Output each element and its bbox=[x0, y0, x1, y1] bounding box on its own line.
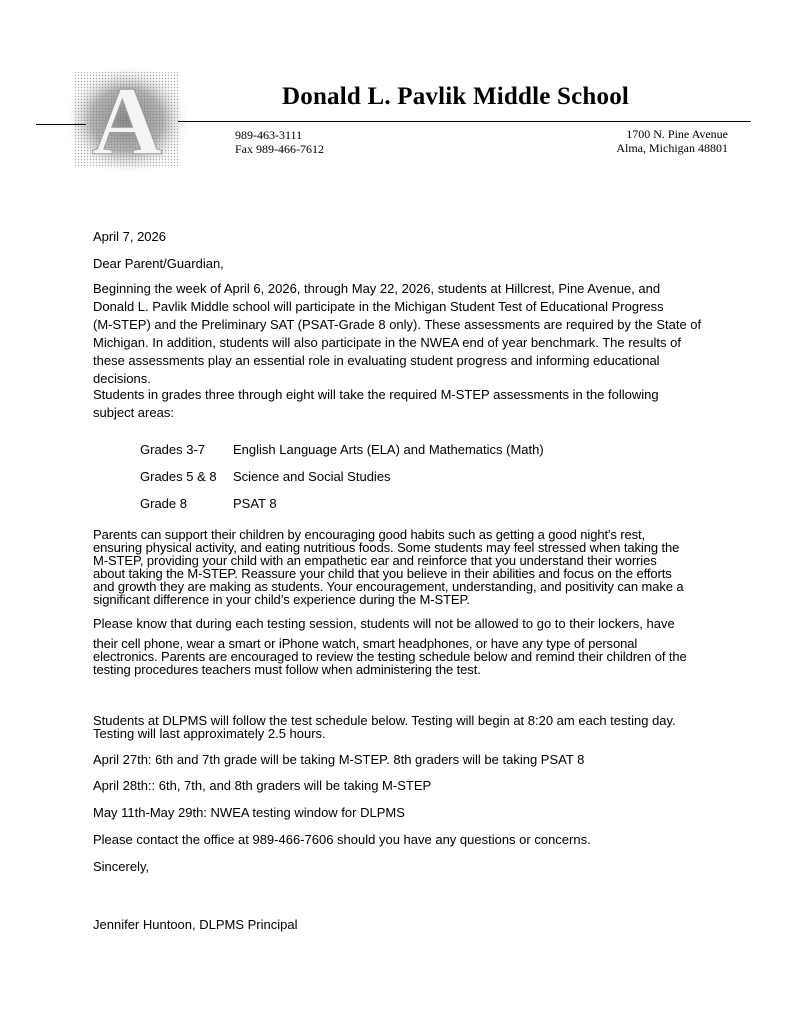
closing: Sincerely, bbox=[93, 859, 150, 874]
paragraph-line: and growth they are making as students. Your encouragement, understanding, and positivity can make a bbox=[93, 579, 684, 594]
header-rule-left bbox=[36, 124, 86, 125]
address-street: 1700 N. Pine Avenue bbox=[626, 127, 728, 141]
paragraph-line: Students at DLPMS will follow the test schedule below. Testing will begin at 8:20 am each testing day. bbox=[93, 713, 676, 728]
address-city: Alma, Michigan 48801 bbox=[616, 141, 728, 155]
contact-line: Please contact the office at 989-466-7606 should you have any questions or concerns. bbox=[93, 832, 591, 847]
paragraph-line: about taking the M-STEP. Reassure your child that you believe in their abilities and focus on the efforts bbox=[93, 566, 672, 581]
paragraph-line: subject areas: bbox=[93, 405, 174, 420]
paragraph-line: their cell phone, wear a smart or iPhone watch, smart headphones, or have any type of personal bbox=[93, 636, 638, 651]
paragraph-line: electronics. Parents are encouraged to review the testing schedule below and remind their children of the bbox=[93, 649, 687, 664]
paragraph-line: Beginning the week of April 6, 2026, through May 22, 2026, students at Hillcrest, Pine Avenue, and bbox=[93, 281, 661, 296]
school-name: Donald L. Pavlik Middle School bbox=[282, 83, 630, 110]
schedule-intro bbox=[93, 714, 676, 740]
paragraph-line: these assessments play an essential role in evaluating student progress and informing educational bbox=[93, 353, 660, 368]
grade-label: Grade 8 bbox=[140, 496, 187, 511]
paragraph-line: significant difference in your child’s experience during the M-STEP. bbox=[93, 592, 470, 607]
schedule-item: April 28th:: 6th, 7th, and 8th graders will be taking M-STEP bbox=[93, 778, 432, 793]
support-paragraph bbox=[93, 528, 684, 606]
grades-intro bbox=[93, 386, 659, 422]
schedule-item: April 27th: 6th and 7th grade will be taking M-STEP. 8th graders will be taking PSAT 8 bbox=[93, 752, 585, 767]
salutation: Dear Parent/Guardian, bbox=[93, 256, 224, 271]
letter-date: April 7, 2026 bbox=[93, 229, 166, 244]
paragraph-line: Parents can support their children by encouraging good habits such as getting a good night's rest, bbox=[93, 527, 646, 542]
grade-label: Grades 5 & 8 bbox=[140, 469, 217, 484]
electronics-paragraph bbox=[93, 637, 687, 676]
paragraph-line: (M-STEP) and the Preliminary SAT (PSAT-Grade 8 only). These assessments are required by the State of bbox=[93, 317, 702, 332]
header-rule bbox=[178, 121, 751, 122]
paragraph-line: M-STEP, providing your child with an empathetic ear and reinforce that you understand their worries bbox=[93, 553, 657, 568]
schedule-item: May 11th-May 29th: NWEA testing window for DLPMS bbox=[93, 805, 405, 820]
signature: Jennifer Huntoon, DLPMS Principal bbox=[93, 917, 298, 932]
lockers-line: Please know that during each testing session, students will not be allowed to go to their lockers, have bbox=[93, 616, 675, 631]
school-phone: 989-463-3111 bbox=[235, 128, 303, 142]
school-logo-a bbox=[68, 68, 186, 172]
grade-subjects: English Language Arts (ELA) and Mathematics (Math) bbox=[233, 442, 544, 457]
paragraph-line: Students in grades three through eight will take the required M-STEP assessments in the following bbox=[93, 387, 659, 402]
school-phone-block bbox=[235, 128, 324, 156]
grade-subjects: PSAT 8 bbox=[233, 496, 277, 511]
intro-paragraph bbox=[93, 280, 701, 388]
school-fax: Fax 989-466-7612 bbox=[235, 142, 324, 156]
grade-label: Grades 3-7 bbox=[140, 442, 206, 457]
paragraph-line: decisions. bbox=[93, 371, 151, 386]
school-address-block bbox=[616, 127, 728, 155]
logo-letter: A bbox=[91, 68, 163, 172]
paragraph-line: Testing will last approximately 2.5 hours. bbox=[93, 726, 326, 741]
paragraph-line: ensuring physical activity, and eating nutritious foods. Some students may feel stressed when taking the bbox=[93, 540, 680, 555]
grade-subjects: Science and Social Studies bbox=[233, 469, 391, 484]
paragraph-line: testing procedures teachers must follow when administering the test. bbox=[93, 662, 481, 677]
paragraph-line: Michigan. In addition, students will also participate in the NWEA end of year benchmark. The results of bbox=[93, 335, 681, 350]
paragraph-line: Donald L. Pavlik Middle school will participate in the Michigan Student Test of Educational Progress bbox=[93, 299, 664, 314]
